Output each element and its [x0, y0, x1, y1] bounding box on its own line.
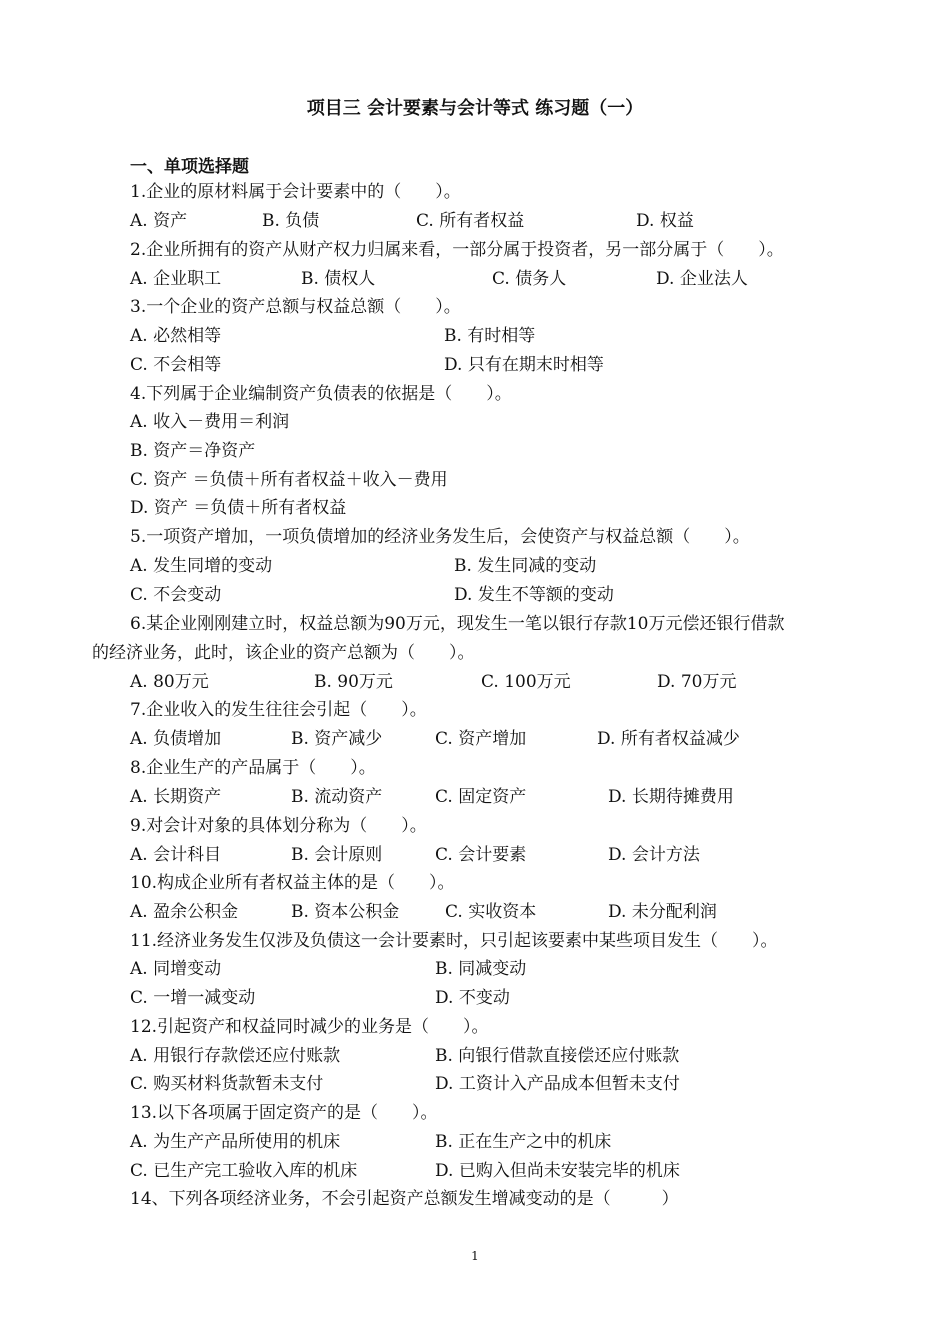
question-5-option-b: B. 发生同减的变动 [454, 556, 597, 576]
question-7-option-c: C. 资产增加 [435, 729, 527, 749]
question-6-stem-line2: 的经济业务，此时，该企业的资产总额为（ ）。 [92, 643, 475, 663]
question-4-stem: 4.下列属于企业编制资产负债表的依据是（ ）。 [130, 384, 512, 404]
question-7-option-b: B. 资产减少 [291, 729, 383, 749]
section-heading: 一、单项选择题 [130, 157, 249, 177]
question-4-option-b: B. 资产＝净资产 [130, 441, 256, 461]
question-3-option-a: A. 必然相等 [130, 326, 222, 346]
question-1-option-c: C. 所有者权益 [416, 211, 525, 231]
question-8-option-c: C. 固定资产 [435, 787, 527, 807]
question-7-stem: 7.企业收入的发生往往会引起（ ）。 [130, 700, 427, 720]
question-4-option-c: C. 资产 ＝负债＋所有者权益＋收入－费用 [130, 470, 448, 490]
question-8-option-a: A. 长期资产 [130, 787, 222, 807]
question-13-stem: 13.以下各项属于固定资产的是（ ）。 [130, 1103, 438, 1123]
question-3-option-c: C. 不会相等 [130, 355, 222, 375]
question-8-option-b: B. 流动资产 [291, 787, 383, 807]
question-10-option-d: D. 未分配利润 [608, 902, 717, 922]
question-1-stem: 1.企业的原材料属于会计要素中的（ ）。 [130, 182, 461, 202]
question-9-option-c: C. 会计要素 [435, 845, 527, 865]
question-12-option-b: B. 向银行借款直接偿还应付账款 [435, 1046, 680, 1066]
page-number: 1 [471, 1249, 479, 1263]
question-3-option-d: D. 只有在期末时相等 [444, 355, 604, 375]
question-4-option-d: D. 资产 ＝负债＋所有者权益 [130, 498, 347, 518]
question-11-option-a: A. 同增变动 [130, 959, 222, 979]
question-4-option-a: A. 收入－费用＝利润 [130, 412, 290, 432]
question-1-option-d: D. 权益 [636, 211, 694, 231]
question-1-option-b: B. 负债 [262, 211, 320, 231]
question-11-option-b: B. 同减变动 [435, 959, 527, 979]
question-12-stem: 12.引起资产和权益同时减少的业务是（ ）。 [130, 1017, 489, 1037]
question-6-option-a: A. 80万元 [130, 672, 209, 692]
question-5-option-c: C. 不会变动 [130, 585, 222, 605]
question-8-option-d: D. 长期待摊费用 [608, 787, 734, 807]
question-5-option-a: A. 发生同增的变动 [130, 556, 273, 576]
question-3-stem: 3.一个企业的资产总额与权益总额（ ）。 [130, 297, 461, 317]
question-2-option-c: C. 债务人 [492, 269, 567, 289]
question-11-stem: 11.经济业务发生仅涉及负债这一会计要素时，只引起该要素中某些项目发生（ ）。 [130, 931, 778, 951]
question-14-stem: 14、下列各项经济业务，不会引起资产总额发生增减变动的是（ ） [130, 1189, 679, 1209]
question-11-option-c: C. 一增一减变动 [130, 988, 256, 1008]
question-7-option-a: A. 负债增加 [130, 729, 222, 749]
question-10-stem: 10.构成企业所有者权益主体的是（ ）。 [130, 873, 455, 893]
question-9-stem: 9.对会计对象的具体划分称为（ ）。 [130, 816, 427, 836]
question-12-option-d: D. 工资计入产品成本但暂未支付 [435, 1074, 680, 1094]
question-2-option-a: A. 企业职工 [130, 269, 222, 289]
question-8-stem: 8.企业生产的产品属于（ ）。 [130, 758, 376, 778]
question-6-option-c: C. 100万元 [481, 672, 571, 692]
question-7-option-d: D. 所有者权益减少 [597, 729, 740, 749]
question-1-option-a: A. 资产 [130, 211, 188, 231]
question-13-option-c: C. 已生产完工验收入库的机床 [130, 1161, 358, 1181]
question-9-option-d: D. 会计方法 [608, 845, 700, 865]
question-2-option-d: D. 企业法人 [656, 269, 748, 289]
question-3-option-b: B. 有时相等 [444, 326, 536, 346]
question-13-option-a: A. 为生产产品所使用的机床 [130, 1132, 341, 1152]
question-10-option-b: B. 资本公积金 [291, 902, 400, 922]
page-title: 项目三 会计要素与会计等式 练习题（一） [306, 98, 644, 119]
question-2-stem: 2.企业所拥有的资产从财产权力归属来看，一部分属于投资者，另一部分属于（ ）。 [130, 240, 784, 260]
question-11-option-d: D. 不变动 [435, 988, 510, 1008]
question-5-stem: 5.一项资产增加，一项负债增加的经济业务发生后，会使资产与权益总额（ ）。 [130, 527, 750, 547]
question-6-option-b: B. 90万元 [314, 672, 393, 692]
question-13-option-b: B. 正在生产之中的机床 [435, 1132, 612, 1152]
question-9-option-b: B. 会计原则 [291, 845, 383, 865]
question-13-option-d: D. 已购入但尚未安装完毕的机床 [435, 1161, 680, 1181]
question-9-option-a: A. 会计科目 [130, 845, 222, 865]
question-10-option-c: C. 实收资本 [445, 902, 537, 922]
question-2-option-b: B. 债权人 [301, 269, 376, 289]
question-12-option-c: C. 购买材料货款暂未支付 [130, 1074, 324, 1094]
question-6-stem-line1: 6.某企业刚刚建立时，权益总额为90万元，现发生一笔以银行存款10万元偿还银行借款 [130, 614, 785, 634]
question-12-option-a: A. 用银行存款偿还应付账款 [130, 1046, 341, 1066]
question-6-option-d: D. 70万元 [657, 672, 737, 692]
question-10-option-a: A. 盈余公积金 [130, 902, 239, 922]
question-5-option-d: D. 发生不等额的变动 [454, 585, 614, 605]
